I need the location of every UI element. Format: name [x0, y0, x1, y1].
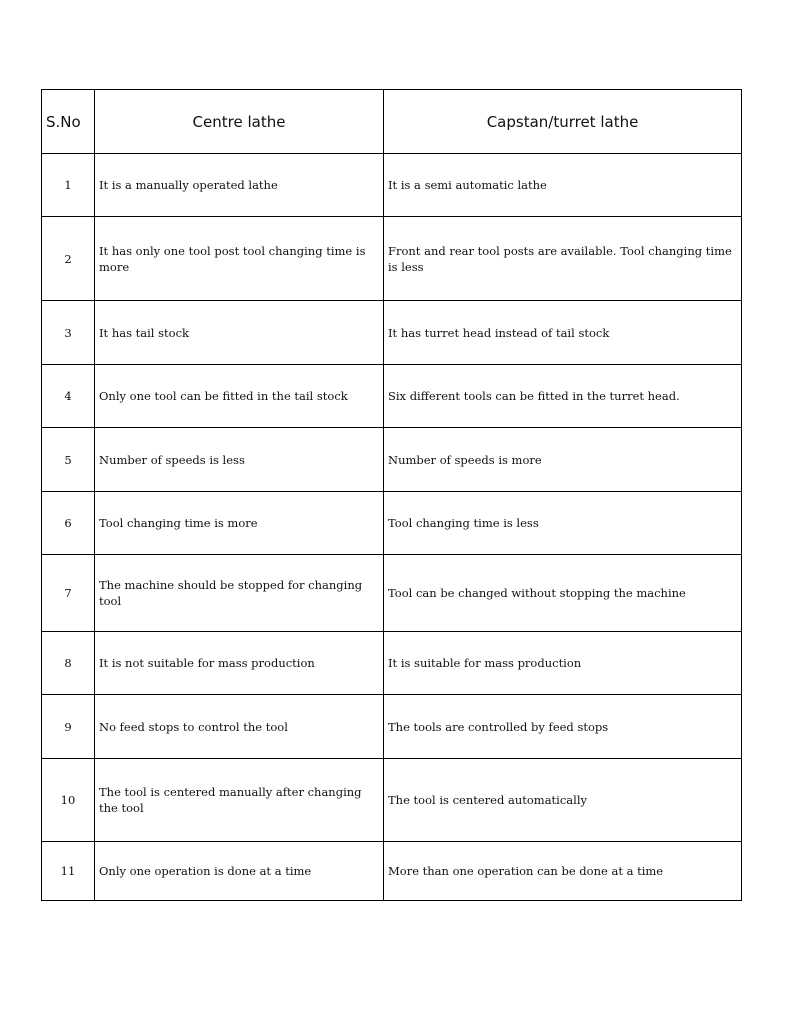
capstan-lathe-cell: Number of speeds is more: [384, 428, 742, 492]
capstan-lathe-cell: It is suitable for mass production: [384, 632, 742, 695]
row-number: 1: [42, 154, 95, 217]
capstan-lathe-cell: It is a semi automatic lathe: [384, 154, 742, 217]
table-row: [42, 759, 742, 842]
row-number: 3: [42, 301, 95, 365]
capstan-lathe-cell: More than one operation can be done at a time: [384, 842, 742, 901]
header-sno: S.No: [42, 90, 95, 154]
row-number: 8: [42, 632, 95, 695]
table-row: [42, 301, 742, 365]
centre-lathe-cell: Only one tool can be fitted in the tail stock: [95, 365, 384, 428]
row-number: 11: [42, 842, 95, 901]
capstan-lathe-cell: Front and rear tool posts are available. Tool changing time is less: [384, 217, 742, 301]
row-number: 10: [42, 759, 95, 842]
table-header-row: [42, 90, 742, 154]
centre-lathe-cell: Tool changing time is more: [95, 492, 384, 555]
centre-lathe-cell: Number of speeds is less: [95, 428, 384, 492]
capstan-lathe-cell: The tool is centered automatically: [384, 759, 742, 842]
centre-lathe-cell: It is a manually operated lathe: [95, 154, 384, 217]
header-centre-lathe: Centre lathe: [95, 90, 384, 154]
table-row: [42, 428, 742, 492]
centre-lathe-cell: No feed stops to control the tool: [95, 695, 384, 759]
header-capstan-turret-lathe: Capstan/turret lathe: [384, 90, 742, 154]
row-number: 2: [42, 217, 95, 301]
centre-lathe-cell: It has only one tool post tool changing time is more: [95, 217, 384, 301]
row-number: 4: [42, 365, 95, 428]
capstan-lathe-cell: The tools are controlled by feed stops: [384, 695, 742, 759]
table-row: [42, 492, 742, 555]
table-row: [42, 365, 742, 428]
capstan-lathe-cell: Tool can be changed without stopping the machine: [384, 555, 742, 632]
centre-lathe-cell: Only one operation is done at a time: [95, 842, 384, 901]
row-number: 5: [42, 428, 95, 492]
table-row: [42, 695, 742, 759]
comparison-table: [41, 89, 742, 901]
centre-lathe-cell: It is not suitable for mass production: [95, 632, 384, 695]
row-number: 9: [42, 695, 95, 759]
table-row: [42, 154, 742, 217]
table-row: [42, 632, 742, 695]
centre-lathe-cell: It has tail stock: [95, 301, 384, 365]
capstan-lathe-cell: Tool changing time is less: [384, 492, 742, 555]
centre-lathe-cell: The machine should be stopped for changing tool: [95, 555, 384, 632]
centre-lathe-cell: The tool is centered manually after changing the tool: [95, 759, 384, 842]
table-row: [42, 217, 742, 301]
row-number: 7: [42, 555, 95, 632]
capstan-lathe-cell: It has turret head instead of tail stock: [384, 301, 742, 365]
row-number: 6: [42, 492, 95, 555]
table-row: [42, 555, 742, 632]
capstan-lathe-cell: Six different tools can be fitted in the turret head.: [384, 365, 742, 428]
table-row: [42, 842, 742, 901]
